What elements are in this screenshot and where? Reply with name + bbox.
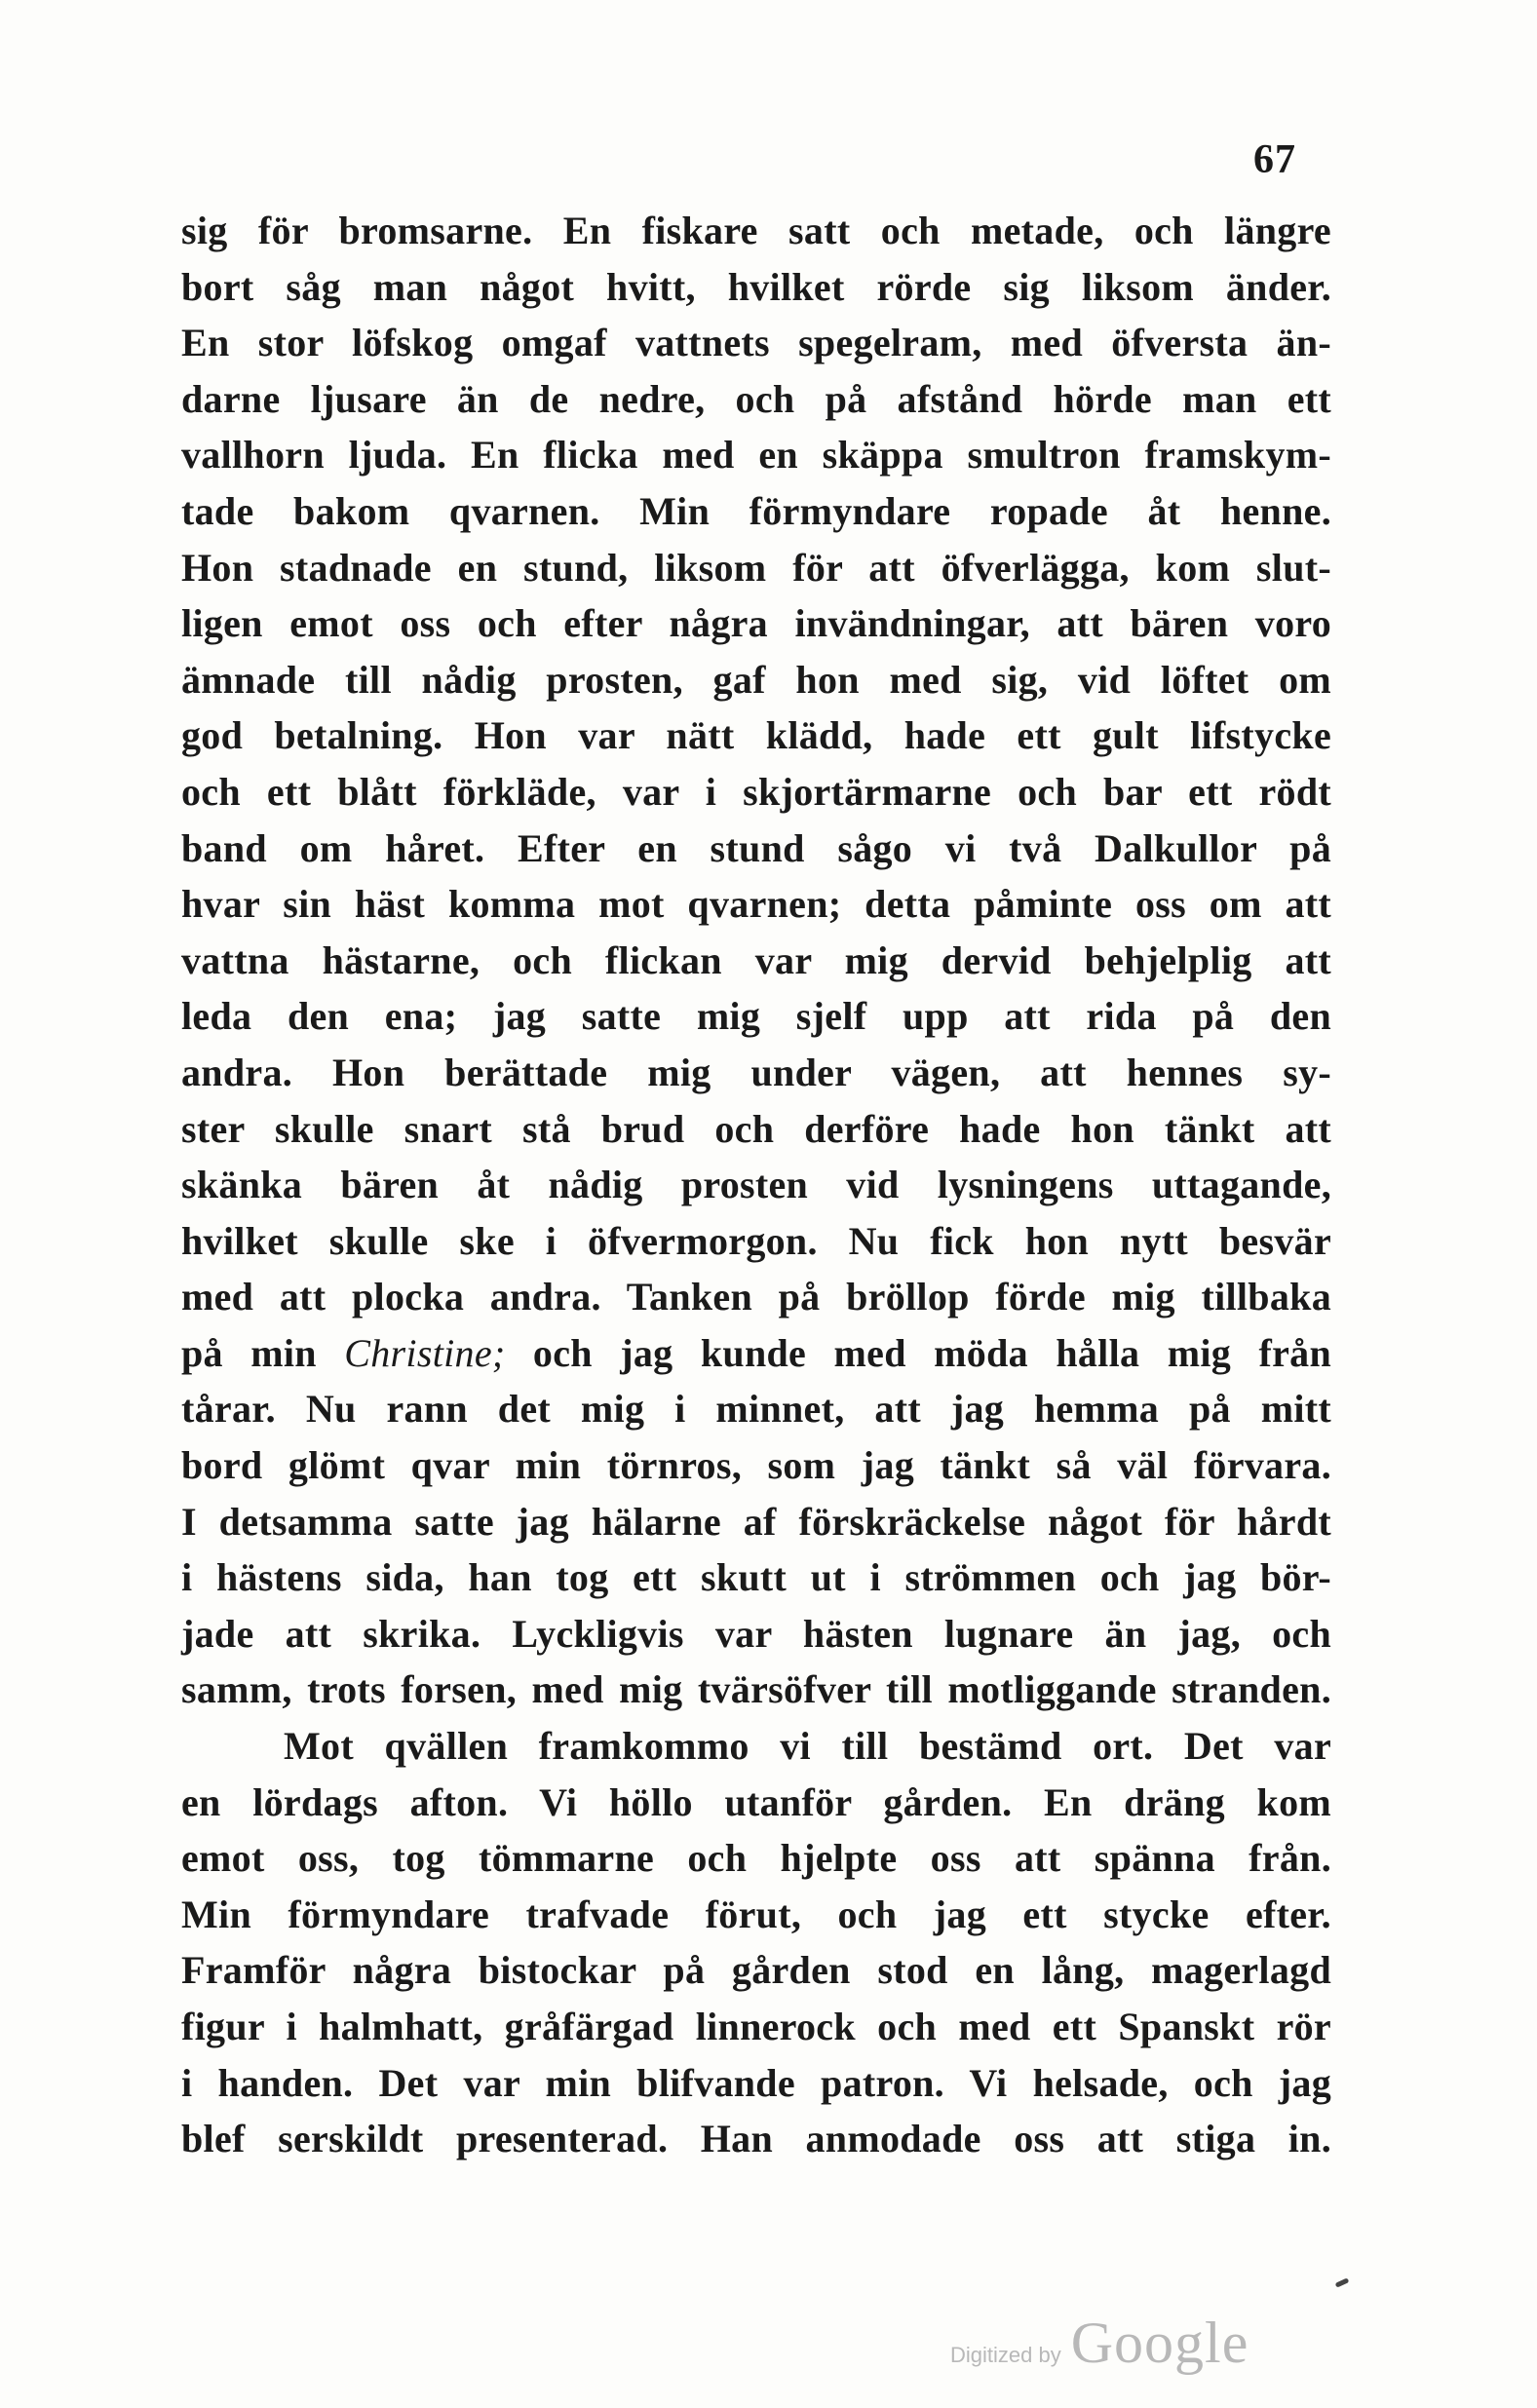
text-line: skänka bären åt nådig prosten vid lysningens uttagande, xyxy=(181,1163,1331,1207)
text-line: Min förmyndare trafvade förut, och jag ett stycke efter. xyxy=(181,1892,1331,1936)
text-line-christine xyxy=(181,1325,1331,1382)
text-line: darne ljusare än de nedre, och på afstånd hörde man ett xyxy=(181,376,1331,421)
text-segment: och jag kunde med möda hålla mig från xyxy=(505,1330,1331,1375)
text-line: jade att skrika. Lyckligvis var hästen lugnare än jag, och xyxy=(181,1611,1331,1656)
google-logo: Google xyxy=(1070,2311,1249,2375)
text-segment: på min xyxy=(181,1330,345,1375)
text-line: i hästens sida, han tog ett skutt ut i strömmen och jag bör- xyxy=(181,1555,1331,1600)
text-line: bord glömt qvar min törnros, som jag tänkt så väl förvara. xyxy=(181,1443,1331,1488)
text-line: bort såg man något hvitt, hvilket rörde sig liksom änder. xyxy=(181,264,1331,309)
text-line: En stor löfskog omgaf vattnets spegelram, med öfversta än- xyxy=(181,321,1331,365)
name-christine: Christine; xyxy=(344,1330,506,1375)
text-line: band om håret. Efter en stund sågo vi två Dalkullor på xyxy=(181,825,1331,870)
text-line: tårar. Nu rann det mig i minnet, att jag hemma på mitt xyxy=(181,1387,1331,1432)
text-line: en lördags afton. Vi höllo utanför gården. En dräng kom xyxy=(181,1779,1331,1824)
body-text xyxy=(181,203,1331,2167)
ink-speck xyxy=(1335,2277,1350,2287)
text-line: samm, trots forsen, med mig tvärsöfver till motliggande stranden. xyxy=(181,1667,1331,1712)
text-line: tade bakom qvarnen. Min förmyndare ropade åt henne. xyxy=(181,488,1331,533)
text-line: vallhorn ljuda. En flicka med en skäppa smultron framskym- xyxy=(181,433,1331,478)
text-line: ligen emot oss och efter några invändningar, att bären voro xyxy=(181,601,1331,646)
text-line: emot oss, tog tömmarne och hjelpte oss att spänna från. xyxy=(181,1836,1331,1881)
text-line: i handen. Det var min blifvande patron. Vi helsade, och jag xyxy=(181,2060,1331,2105)
text-line: med att plocka andra. Tanken på bröllop förde mig tillbaka xyxy=(181,1275,1331,1319)
text-line: god betalning. Hon var nätt klädd, hade ett gult lifstycke xyxy=(181,713,1331,758)
text-line: Framför några bistockar på gården stod en lång, magerlagd xyxy=(181,1948,1331,1993)
text-line: hvar sin häst komma mot qvarnen; detta påminte oss om att xyxy=(181,882,1331,927)
text-line: sig för bromsarne. En fiskare satt och metade, och längre xyxy=(181,209,1331,252)
text-line: ämnade till nådig prosten, gaf hon med sig, vid löftet om xyxy=(181,657,1331,702)
text-line: I detsamma satte jag hälarne af förskräckelse något för hårdt xyxy=(181,1499,1331,1544)
text-line: hvilket skulle ske i öfvermorgon. Nu fick hon nytt besvär xyxy=(181,1218,1331,1263)
watermark-prefix: Digitized by xyxy=(950,2343,1061,2367)
text-line: och ett blått förkläde, var i skjortärmarne och bar ett rödt xyxy=(181,769,1331,814)
page-number: 67 xyxy=(1253,137,1296,182)
text-line: Hon stadnade en stund, liksom för att öfverlägga, kom slut- xyxy=(181,545,1331,590)
text-line: Mot qvällen framkommo vi till bestämd ort. Det var xyxy=(284,1724,1331,1769)
text-line: figur i halmhatt, gråfärgad linnerock och med ett Spanskt rör xyxy=(181,2005,1331,2048)
text-line: blef serskildt presenterad. Han anmodade oss att stiga in. xyxy=(181,2117,1331,2161)
text-line: ster skulle snart stå brud och derföre hade hon tänkt att xyxy=(181,1106,1331,1151)
text-line: vattna hästarne, och flickan var mig dervid behjelplig att xyxy=(181,937,1331,982)
text-line: leda den ena; jag satte mig sjelf upp att rida på den xyxy=(181,994,1331,1039)
digitized-watermark xyxy=(950,2310,1249,2377)
text-line: andra. Hon berättade mig under vägen, att hennes sy- xyxy=(181,1050,1331,1094)
